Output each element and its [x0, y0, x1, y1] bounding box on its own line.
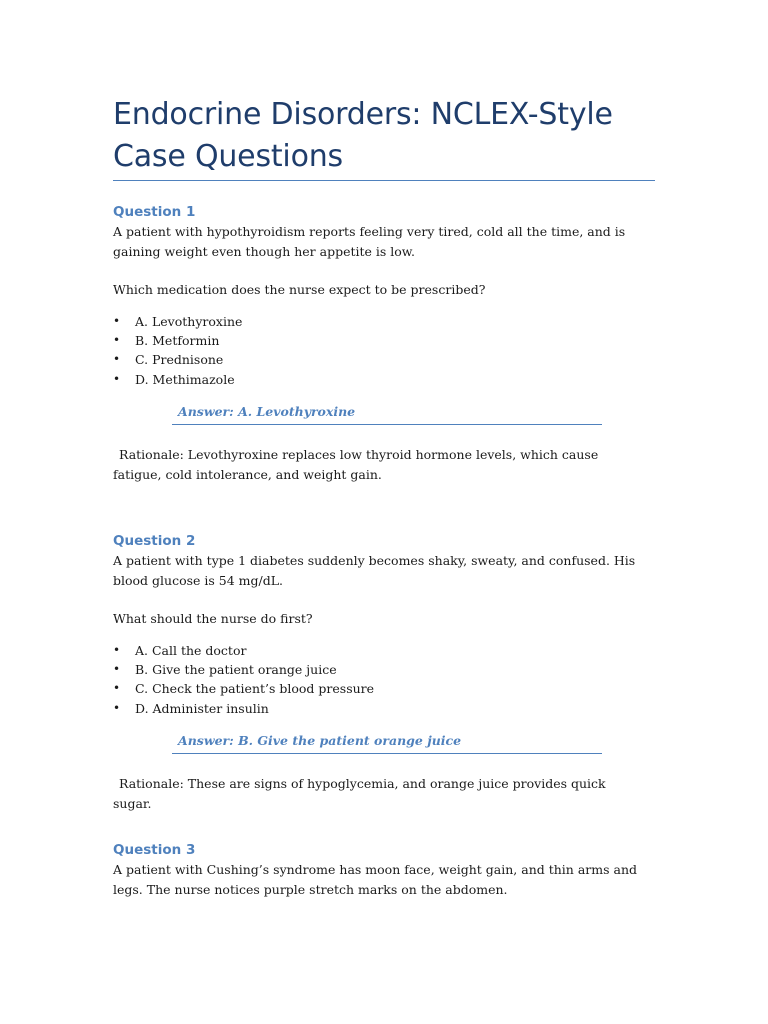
question-1 — [113, 202, 656, 389]
rationale-text: Rationale: These are signs of hypoglycemia, and orange juice provides quick sugar. — [113, 776, 606, 811]
question-heading: Question 3 — [113, 842, 196, 858]
question-prompt: Which medication does the nurse expect to be prescribed? — [113, 282, 486, 297]
option-item — [113, 370, 656, 389]
question-stem: A patient with Cushing’s syndrome has moon face, weight gain, and thin arms and legs. The nurse notices purple stretch marks on the abdomen. — [113, 862, 637, 897]
option-item — [113, 350, 656, 369]
bullet-icon: • — [113, 642, 121, 657]
option-item — [113, 331, 656, 350]
bullet-icon: • — [113, 371, 121, 386]
option-item — [113, 660, 656, 679]
bullet-icon: • — [113, 661, 121, 676]
answer-callout: Answer: B. Give the patient orange juice — [172, 731, 602, 754]
option-label: C. Check the patient’s blood pressure — [135, 681, 375, 697]
document-title: Endocrine Disorders: NCLEX-Style Case Questions — [113, 97, 613, 174]
option-item — [113, 699, 656, 718]
option-item — [113, 679, 656, 698]
bullet-icon: • — [113, 332, 121, 347]
question-heading: Question 2 — [113, 533, 196, 549]
bullet-icon: • — [113, 700, 121, 715]
option-label: A. Call the doctor — [135, 642, 247, 658]
option-label: D. Methimazole — [135, 371, 235, 387]
option-label: A. Levothyroxine — [135, 313, 243, 329]
question-3 — [113, 840, 656, 899]
bullet-icon: • — [113, 352, 121, 367]
question-stem: A patient with type 1 diabetes suddenly becomes shaky, sweaty, and confused. His blood glucose is 54 mg/dL. — [113, 553, 636, 588]
answer-callout: Answer: A. Levothyroxine — [172, 402, 602, 425]
question-stem: A patient with hypothyroidism reports feeling very tired, cold all the time, and is gaining weight even though her appetite is low. — [113, 224, 626, 259]
option-item — [113, 641, 656, 660]
bullet-icon: • — [113, 313, 121, 328]
rationale-text: Rationale: Levothyroxine replaces low thyroid hormone levels, which cause fatigue, cold intolerance, and weight gain. — [113, 447, 599, 482]
bullet-icon: • — [113, 681, 121, 696]
options-list — [113, 312, 656, 390]
question-heading: Question 1 — [113, 204, 196, 220]
option-label: B. Metformin — [135, 332, 220, 348]
option-label: B. Give the patient orange juice — [135, 661, 337, 677]
option-item — [113, 312, 656, 331]
option-label: C. Prednisone — [135, 352, 224, 368]
option-label: D. Administer insulin — [135, 700, 269, 716]
title-underline — [113, 180, 655, 181]
question-2 — [113, 531, 656, 718]
options-list — [113, 641, 656, 719]
question-prompt: What should the nurse do first? — [113, 611, 313, 626]
